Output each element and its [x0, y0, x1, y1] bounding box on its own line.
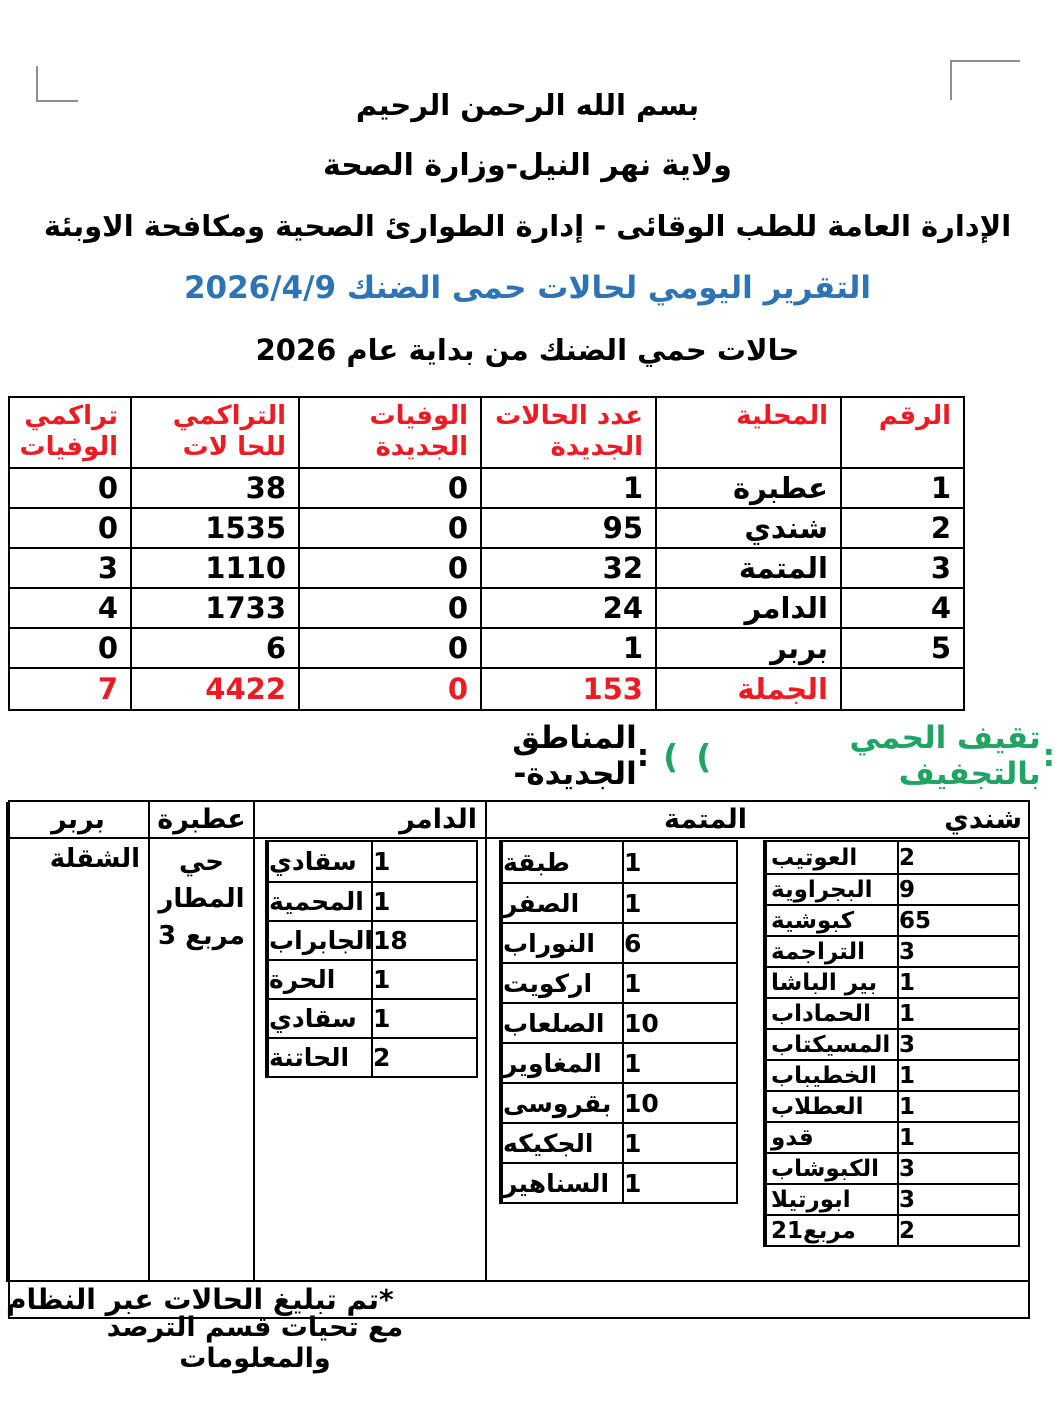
- cell-no: 4: [841, 588, 964, 628]
- area-name: النوراب: [501, 922, 624, 962]
- area-count: 3: [899, 1152, 1018, 1183]
- area-name: التراجمة: [765, 935, 899, 966]
- area-count: 1: [373, 847, 391, 876]
- area-name: ابورتيلا: [765, 1183, 899, 1214]
- berber-areas-text: الشقلة: [49, 844, 140, 874]
- area-count: 1: [373, 998, 478, 1037]
- table-row: [9, 588, 964, 628]
- area-name: الحماداب: [765, 997, 899, 1028]
- area-count: 1: [624, 1122, 738, 1162]
- matama-mini-table: [499, 840, 738, 1204]
- total-label: الجملة: [656, 668, 841, 710]
- total-new-deaths: 0: [299, 668, 481, 710]
- areas-header-atbara: عطبرة: [148, 802, 253, 839]
- area-count: 1: [373, 959, 478, 998]
- cell-new-cases: 32: [481, 548, 656, 588]
- damar-mini-table: [265, 840, 478, 1078]
- areas-footer-note: *تم تبليغ الحالات عبر النظام: [6, 1280, 1028, 1317]
- area-count: 18: [373, 920, 478, 959]
- table-row: [9, 468, 964, 508]
- area-name: كبوشية: [765, 904, 899, 935]
- area-count: 1: [624, 1042, 738, 1082]
- cell-locality: الدامر: [656, 588, 841, 628]
- area-count: 1: [373, 881, 478, 920]
- area-count: 1: [899, 966, 1018, 997]
- area-name: الكبوشاب: [765, 1152, 899, 1183]
- area-count: 1: [899, 1090, 1018, 1121]
- area-name: المحمية: [267, 881, 373, 920]
- note-black-colon: :: [636, 738, 650, 774]
- closing-signature: مع تحيات قسم الترصد والمعلومات: [106, 1312, 404, 1374]
- col-header-new-deaths: الوفيات الجديدة: [299, 397, 481, 468]
- state-ministry-line: ولاية نهر النيل-وزارة الصحة: [323, 148, 732, 183]
- col-header-number: الرقم: [841, 397, 964, 468]
- area-count: 2: [899, 1214, 1018, 1245]
- total-cum-cases: 4422: [131, 668, 299, 710]
- cell-no: 3: [841, 548, 964, 588]
- area-name: الحرة: [267, 959, 373, 998]
- area-count: 1: [899, 1059, 1018, 1090]
- cell-locality: شندي: [656, 508, 841, 548]
- cell-cum-deaths: 3: [9, 548, 131, 588]
- area-count: 1: [624, 962, 738, 1002]
- cell-cum-deaths: 0: [9, 508, 131, 548]
- area-name: الصفر: [501, 882, 624, 922]
- col-header-cum-cases: التراكمي للحا لات: [131, 397, 299, 468]
- area-name: الخطيباب: [765, 1059, 899, 1090]
- cell-locality: المتمة: [656, 548, 841, 588]
- cell-cum-cases: 6: [131, 628, 299, 668]
- area-name: الجكيكه: [501, 1122, 624, 1162]
- cell-new-deaths: 0: [299, 508, 481, 548]
- area-count: 1: [899, 997, 1018, 1028]
- areas-header-damar: الدامر: [253, 802, 485, 839]
- atbara-areas-text: حي المطار مربع 3: [158, 847, 245, 951]
- cell-new-cases: 95: [481, 508, 656, 548]
- area-count: 1: [624, 882, 738, 922]
- area-name: المسيكتاب: [765, 1028, 899, 1059]
- cell-cum-cases: 38: [131, 468, 299, 508]
- cell-cum-cases: 1535: [131, 508, 299, 548]
- cell-new-cases: 1: [481, 628, 656, 668]
- areas-header-matama: المتمة: [485, 802, 755, 839]
- table-row: [9, 628, 964, 668]
- report-title: التقرير اليومي لحالات حمى الضنك 2026/4/9: [183, 270, 872, 306]
- report-subtitle: حالات حمي الضنك من بداية عام 2026: [255, 333, 800, 367]
- areas-body-shendi: [755, 839, 1028, 1280]
- cell-cum-cases: 1110: [131, 548, 299, 588]
- area-name: الصلعاب: [501, 1002, 624, 1042]
- area-name: قدو: [765, 1121, 899, 1152]
- area-name: السناهير: [501, 1162, 624, 1202]
- col-header-locality: المحلية: [656, 397, 841, 468]
- area-count: 65: [899, 904, 1018, 935]
- col-header-new-cases: عدد الحالات الجديدة: [481, 397, 656, 468]
- area-name: الحاتنة: [267, 1037, 373, 1076]
- table-row: [9, 548, 964, 588]
- cell-new-deaths: 0: [299, 548, 481, 588]
- areas-header-shendi: شندي: [755, 802, 1028, 839]
- note-black-text: المناطق الجديدة-: [512, 720, 637, 792]
- summary-header-row: [9, 397, 964, 468]
- summary-table: [8, 396, 965, 711]
- area-name: اركويت: [501, 962, 624, 1002]
- cell-cum-deaths: 4: [9, 588, 131, 628]
- area-count: 2: [373, 1037, 478, 1076]
- area-count: 3: [899, 935, 1018, 966]
- cell-no: 5: [841, 628, 964, 668]
- area-name: طبقة: [501, 842, 624, 882]
- cell-cum-deaths: 0: [9, 468, 131, 508]
- total-new-cases: 153: [481, 668, 656, 710]
- shendi-mini-table: [763, 840, 1020, 1247]
- area-name: العوتيب: [765, 842, 899, 873]
- cell-no: [841, 668, 964, 710]
- total-cum-deaths: 7: [9, 668, 131, 710]
- cell-no: 2: [841, 508, 964, 548]
- open-paren-1: (: [663, 736, 679, 776]
- cell-new-cases: 24: [481, 588, 656, 628]
- area-count: 10: [624, 1082, 738, 1122]
- area-name: الجابراب: [267, 920, 373, 959]
- note-green-colon: :: [1042, 738, 1055, 774]
- area-name: العطلاب: [765, 1090, 899, 1121]
- summary-total-row: [9, 668, 964, 710]
- area-name: المغاوير: [501, 1042, 624, 1082]
- cell-new-deaths: 0: [299, 588, 481, 628]
- cell-new-cases: 1: [481, 468, 656, 508]
- area-name: مربع21: [765, 1214, 899, 1245]
- areas-body-atbara: [148, 839, 253, 1280]
- area-name: سقادي: [267, 842, 373, 881]
- area-name: البجراوية: [765, 873, 899, 904]
- area-count: 1: [899, 1121, 1018, 1152]
- areas-body-matama: [485, 839, 755, 1280]
- area-count: 3: [899, 1028, 1018, 1059]
- area-count: 1: [624, 1162, 738, 1202]
- cell-new-deaths: 0: [299, 468, 481, 508]
- cell-cum-deaths: 0: [9, 628, 131, 668]
- area-count: 10: [624, 1002, 738, 1042]
- areas-header-berber: بربر: [6, 802, 148, 839]
- note-green-text: تقيف الحمي بالتجفيف: [849, 720, 1041, 792]
- area-name: سقادي: [267, 998, 373, 1037]
- area-count: 3: [899, 1183, 1018, 1214]
- table-row: [9, 508, 964, 548]
- areas-table: [8, 800, 1030, 1319]
- area-count: 9: [899, 873, 1018, 904]
- basmala-line: بسم الله الرحمن الرحيم: [355, 88, 700, 122]
- area-count: 2: [899, 844, 916, 871]
- area-name: بير الباشا: [765, 966, 899, 997]
- areas-body-damar: [253, 839, 485, 1280]
- open-paren-2: (: [696, 736, 712, 776]
- cell-new-deaths: 0: [299, 628, 481, 668]
- cell-cum-cases: 1733: [131, 588, 299, 628]
- col-header-cum-deaths: تراكمي الوفيات: [9, 397, 131, 468]
- administration-line: الإدارة العامة للطب الوقائى - إدارة الطوارئ الصحية ومكافحة الاوبئة: [43, 209, 1012, 243]
- area-count: 6: [624, 922, 738, 962]
- new-areas-note: [392, 720, 1055, 792]
- areas-body-berber: [6, 839, 148, 1280]
- cell-locality: بربر: [656, 628, 841, 668]
- area-count: 1: [624, 847, 642, 877]
- area-name: بقروسى: [501, 1082, 624, 1122]
- cell-locality: عطبرة: [656, 468, 841, 508]
- cell-no: 1: [841, 468, 964, 508]
